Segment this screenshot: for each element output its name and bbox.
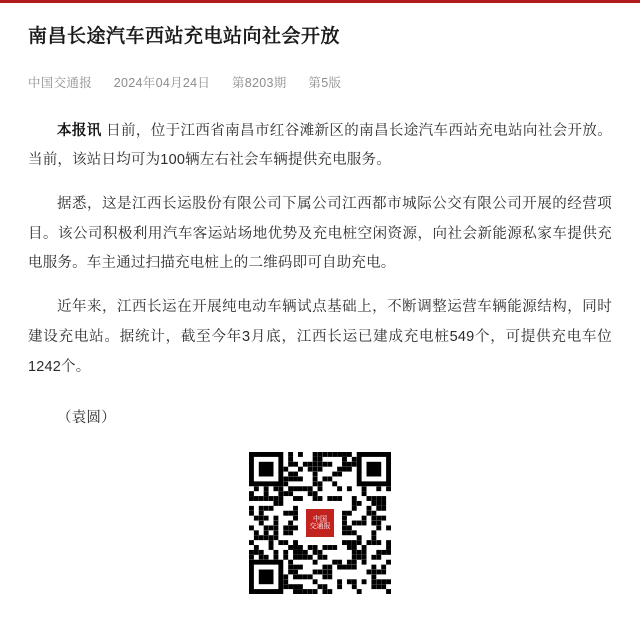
meta-issue: 第8203期 [232,75,287,90]
qr-logo-line-2: 交通报 [309,523,331,531]
paragraph-1 [28,117,612,176]
meta-date: 2024年04月24日 [113,75,211,90]
article-signature: （袁圆） [57,410,116,427]
paragraph-1-text: 日前，位于江西省南昌市红谷滩新区的南昌长途汽车西站充电站向社会开放。当前，该站日均可为100辆左右社会车辆提供充电服务。 [28,122,612,169]
paragraph-3: 近年来，江西长运在开展纯电动车辆试点基础上，不断调整运营车辆能源结构，同时建设充电站。据统计，截至今年3月底，江西长运已建成充电桩549个，可提供充电车位1242个。 [28,299,612,375]
qr-logo-line-1: 中国 [313,515,327,523]
article-meta [28,73,612,91]
meta-page: 第5版 [308,75,342,90]
page-title: 南昌长途汽车西站充电站向社会开放 [28,26,341,47]
lead-in: 本报讯 [57,122,102,139]
qr-code-area [28,452,612,594]
qr-code[interactable] [249,452,391,594]
accent-top-bar [0,0,640,3]
qr-center-logo [304,507,336,539]
paragraph-2: 据悉，这是江西长运股份有限公司下属公司江西都市城际公交有限公司开展的经营项目。该公司积极利用汽车客运站场地优势及充电桩空闲资源，向社会新能源私家车提供充电服务。车主通过扫描充电桩上的二维码即可自助充电。 [28,196,612,272]
article-body [28,117,612,434]
meta-source: 中国交通报 [28,75,93,90]
